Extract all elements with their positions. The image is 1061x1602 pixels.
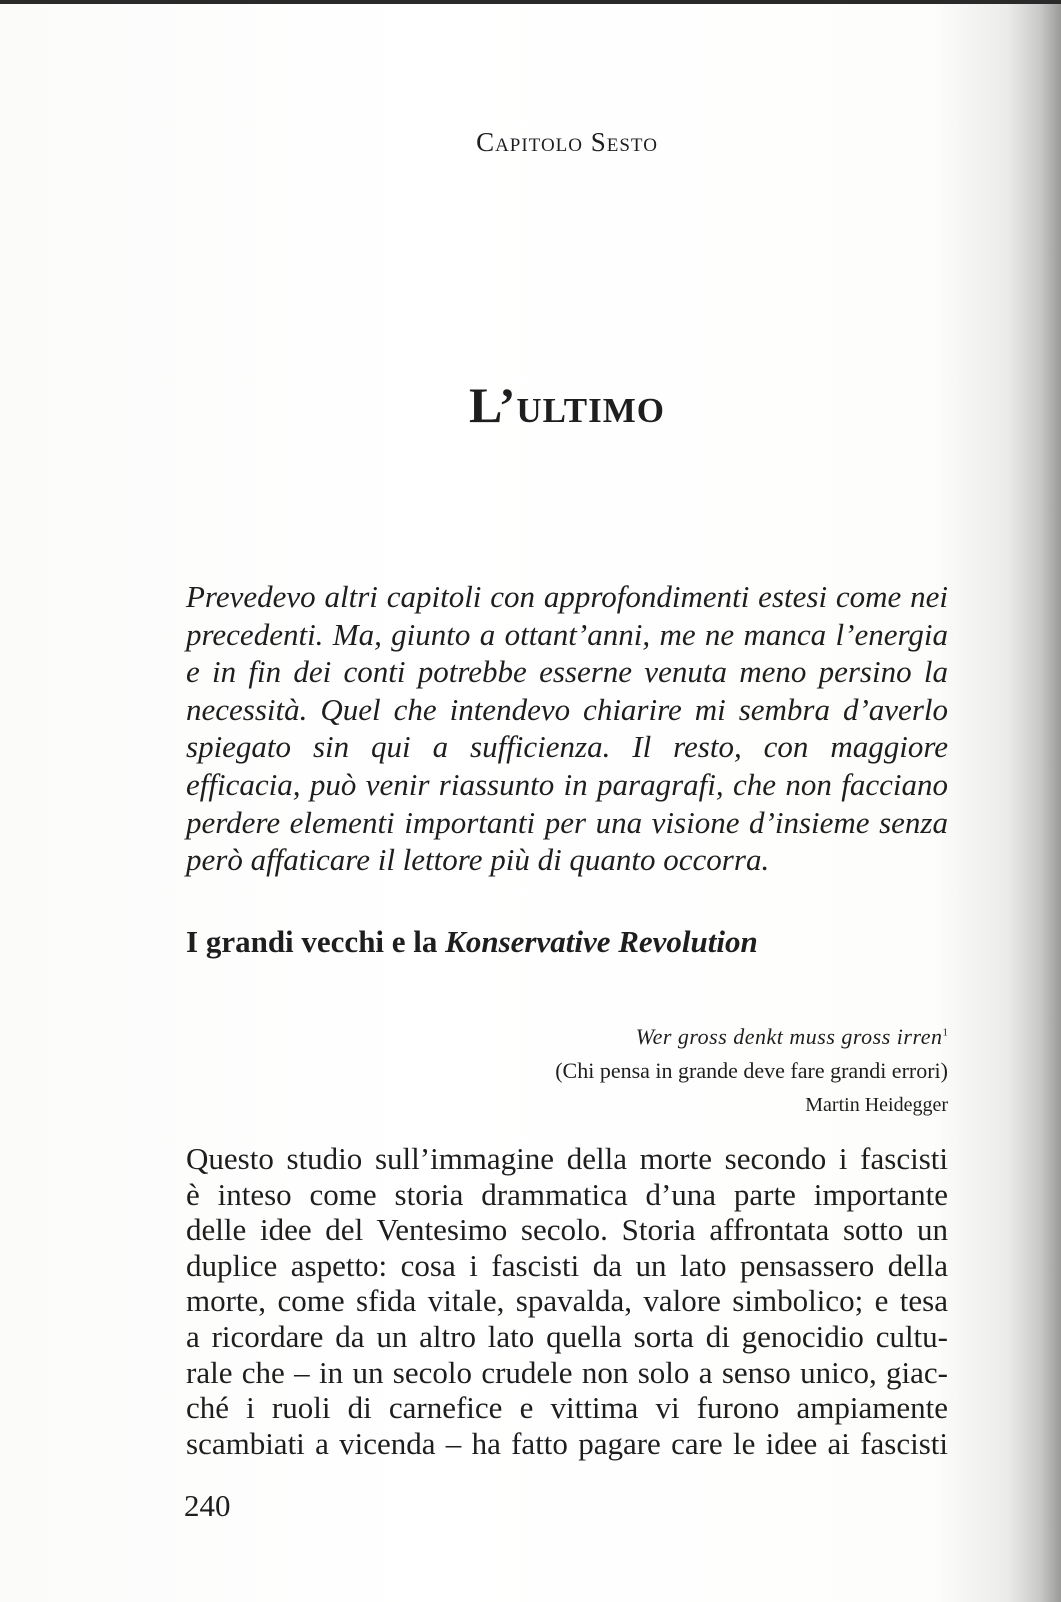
chapter-intro-paragraph: Prevedevo altri capitoli con approfondimenti estesi come nei precedenti. Ma, giunto a ottant’anni, me ne manca l’energia e in fin dei conti potrebbe esserne venuta meno persino la necessità. Quel che intendevo chiarire mi sembra d’averlo spiegato sin qui a sufficienza. Il resto, con maggiore efficacia, può venir riassunto in paragrafi, che non facciano perdere elementi importanti per una visione d’insieme senza però affaticare il lettore più di quanto occorra. (186, 579, 948, 878)
section-heading-plain: I grandi vecchi e la (186, 924, 446, 959)
top-edge-rule (0, 0, 1061, 4)
epigraph (555, 1020, 948, 1122)
body-line: rale che – in un secolo crudele non solo a senso unico, giac- (186, 1354, 948, 1390)
body-line: ché i ruoli di carnefice e vittima vi furono ampiamente (186, 1390, 948, 1426)
section-heading (186, 922, 948, 962)
body-line: duplice aspetto: cosa i fascisti da un lato pensassero della (186, 1247, 948, 1283)
epigraph-quote-line (555, 1020, 948, 1054)
page-number: 240 (184, 1488, 231, 1523)
footnote-marker[interactable]: 1 (942, 1026, 948, 1039)
epigraph-translation: (Chi pensa in grande deve fare grandi errori) (555, 1058, 948, 1083)
section-heading-italic: Konservative Revolution (445, 924, 758, 959)
body-line: Questo studio sull’immagine della morte secondo i fascisti (186, 1141, 948, 1176)
chapter-title: L’ultimo (468, 376, 666, 433)
body-line: è inteso come storia drammatica d’una parte importante (186, 1176, 948, 1212)
body-line: a ricordare da un altro lato quella sorta di genocidio cultu- (186, 1318, 948, 1354)
epigraph-quote: Wer gross denkt muss gross irren (635, 1024, 943, 1049)
body-line: scambiati a vicenda – ha fatto pagare care le idee ai fascisti (186, 1425, 948, 1461)
body-paragraph (186, 1141, 948, 1461)
epigraph-author: Martin Heidegger (805, 1094, 948, 1116)
chapter-label: Capitolo Sesto (476, 127, 658, 157)
body-line: morte, come sfida vitale, spavalda, valore simbolico; e tesa (186, 1283, 948, 1319)
body-line: delle idee del Ventesimo secolo. Storia affrontata sotto un (186, 1212, 948, 1248)
